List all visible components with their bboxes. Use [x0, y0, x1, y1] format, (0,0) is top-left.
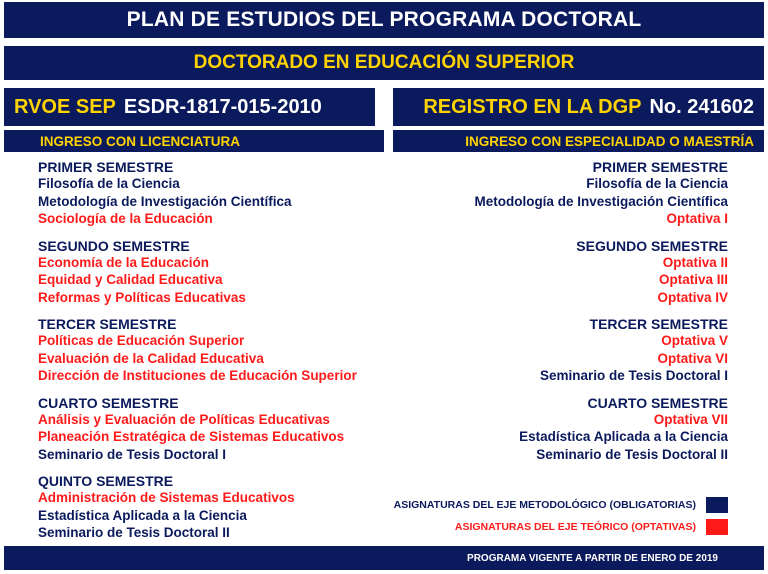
semester-block — [38, 160, 398, 228]
course-item: Equidad y Calidad Educativa — [38, 272, 223, 287]
program-name: DOCTORADO EN EDUCACIÓN SUPERIOR — [193, 52, 575, 73]
course-item: Administración de Sistemas Educativos — [38, 490, 295, 505]
course-item: Evaluación de la Calidad Educativa — [38, 350, 264, 366]
course-item: Filosofía de la Ciencia — [38, 176, 180, 191]
course-item: Sociología de la Educación — [38, 211, 213, 226]
course-item: Metodología de Investigación Científica — [474, 193, 728, 209]
course-item: Políticas de Educación Superior — [38, 333, 245, 348]
footer-text: PROGRAMA VIGENTE A PARTIR DE ENERO DE 2019 — [467, 552, 718, 564]
legend-teorico — [455, 519, 728, 535]
right-intake-heading-text: INGRESO CON ESPECIALIDAD O MAESTRÍA — [465, 133, 754, 149]
semester-title: PRIMER SEMESTRE — [38, 159, 174, 175]
course-item: Optativa III — [658, 272, 728, 287]
course-item: Economía de la Educación — [38, 254, 210, 270]
dgp-banner — [393, 88, 764, 126]
semester-title: QUINTO SEMESTRE — [38, 473, 174, 489]
course-item: Reformas y Políticas Educativas — [38, 289, 246, 305]
course-item: Optativa V — [661, 333, 728, 348]
course-item: Seminario de Tesis Doctoral II — [536, 446, 728, 462]
dgp-label: REGISTRO EN LA DGP — [423, 95, 642, 118]
course-item: Optativa IV — [657, 289, 728, 305]
course-item: Seminario de Tesis Doctoral I — [38, 446, 227, 462]
course-item: Estadística Aplicada a la Ciencia — [38, 507, 247, 523]
course-item: Optativa I — [666, 211, 728, 226]
course-item: Optativa VI — [657, 350, 728, 366]
left-intake-heading — [4, 130, 384, 152]
course-item: Dirección de Instituciones de Educación Superior — [38, 368, 357, 383]
legend-teorico-swatch — [706, 519, 728, 535]
semester-title: SEGUNDO SEMESTRE — [576, 237, 728, 254]
course-item: Filosofía de la Ciencia — [586, 176, 728, 191]
course-item: Seminario de Tesis Doctoral II — [38, 525, 230, 540]
course-item: Análisis y Evaluación de Políticas Educativas — [38, 411, 330, 427]
legend-metodologico-swatch — [706, 497, 728, 513]
legend-teorico-label: ASIGNATURAS DEL EJE TEÓRICO (OPTATIVAS) — [454, 521, 696, 533]
semester-title: TERCER SEMESTRE — [38, 316, 177, 332]
course-item: Optativa VII — [653, 411, 728, 427]
semester-title: PRIMER SEMESTRE — [592, 159, 728, 175]
course-item: Estadística Aplicada a la Ciencia — [519, 429, 728, 444]
legend-metodologico — [394, 497, 728, 513]
dgp-value: No. 241602 — [649, 95, 754, 118]
semester-title: SEGUNDO SEMESTRE — [38, 237, 190, 254]
course-item: Metodología de Investigación Científica — [38, 193, 292, 209]
rvoe-banner — [4, 88, 375, 126]
course-item: Planeación Estratégica de Sistemas Educativos — [38, 429, 345, 444]
program-name-banner — [4, 46, 764, 80]
semester-block — [398, 160, 728, 228]
rvoe-label: RVOE SEP — [14, 95, 116, 118]
left-intake-heading-text: INGRESO CON LICENCIATURA — [40, 133, 241, 149]
semester-title: CUARTO SEMESTRE — [587, 394, 728, 411]
semester-block — [398, 396, 728, 464]
course-item: Seminario de Tesis Doctoral I — [539, 368, 728, 383]
semester-block — [398, 239, 728, 307]
right-intake-heading — [393, 130, 764, 152]
semester-block — [38, 474, 398, 542]
semester-title: CUARTO SEMESTRE — [38, 394, 179, 411]
semester-block — [38, 239, 398, 307]
page-title-text: PLAN DE ESTUDIOS DEL PROGRAMA DOCTORAL — [126, 8, 642, 31]
semester-title: TERCER SEMESTRE — [589, 316, 728, 332]
page-title — [4, 2, 764, 38]
course-item: Optativa II — [662, 254, 728, 270]
semester-block — [38, 317, 398, 385]
legend-metodologico-label: ASIGNATURAS DEL EJE METODOLÓGICO (OBLIGATORIAS) — [393, 499, 696, 511]
left-curriculum — [38, 160, 398, 553]
semester-block — [38, 396, 398, 464]
rvoe-value: ESDR-1817-015-2010 — [123, 95, 322, 118]
footer-banner — [4, 546, 764, 570]
semester-block — [398, 317, 728, 385]
right-curriculum — [398, 160, 728, 474]
